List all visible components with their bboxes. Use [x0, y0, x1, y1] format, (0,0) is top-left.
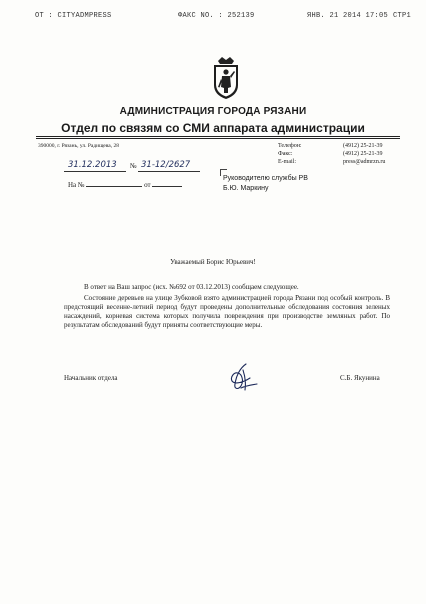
fax-number: ФАКС NO. : 252139 — [178, 12, 255, 20]
organization-title: АДМИНИСТРАЦИЯ ГОРОДА РЯЗАНИ — [119, 106, 307, 117]
fax-transmission-header — [0, 12, 426, 24]
fax-from: OT : CITYADMPRESS — [35, 12, 112, 20]
registration-date: 31.12.2013 — [68, 160, 117, 170]
postal-address: 390000, г. Рязань, ул. Радищева, 28 — [38, 143, 119, 149]
reference-line — [68, 180, 182, 189]
number-underline — [138, 171, 200, 172]
phone-label: Телефон: — [278, 143, 302, 149]
reference-prefix: На № — [68, 181, 85, 189]
coat-of-arms-icon — [212, 57, 240, 99]
reference-from-label: от — [144, 181, 151, 189]
addressee-position: Руководителю службы РВ — [223, 175, 308, 182]
fax-label: Факс: — [278, 151, 293, 157]
addressee-name: Б.Ю. Маркину — [223, 185, 269, 192]
header-rule — [36, 136, 400, 137]
registration-line — [38, 160, 213, 174]
department-title: Отдел по связям со СМИ аппарата администрации — [61, 121, 365, 135]
fax-value: (4912) 25-21-39 — [343, 151, 383, 157]
email-value: press@admrzn.ru — [343, 159, 386, 165]
date-underline — [64, 171, 126, 172]
header-rule-secondary — [36, 138, 400, 139]
reference-number-blank — [86, 180, 142, 187]
signer-name: С.Б. Якунина — [340, 374, 380, 382]
body-paragraph-2: Состояние деревьев на улице Зубковой взято администрацией города Рязани под особый контроль. В предстоящий весенне-летний период будут проведены дополнительные обследования состояния зеленых насаждений, корневая система которых получила повреждения при производстве земляных работ. По результатам обследований будут приняты соответствующие меры. — [64, 294, 390, 329]
reference-date-blank — [152, 180, 182, 187]
body-paragraph-1: В ответ на Ваш запрос (исх. №692 от 03.12.2013) сообщаем следующее. — [84, 283, 299, 291]
signer-title: Начальник отдела — [64, 374, 118, 382]
email-label: E-mail: — [278, 159, 296, 165]
fax-page-number: СТР1 — [393, 12, 412, 20]
phone-value: (4912) 25-21-39 — [343, 143, 383, 149]
registration-number-label: № — [130, 162, 137, 170]
registration-number: 31-12/2627 — [141, 160, 191, 170]
handwritten-signature — [226, 362, 260, 392]
fax-datetime: ЯНВ. 21 2014 17:05 — [307, 12, 389, 20]
salutation: Уважаемый Борис Юрьевич! — [170, 258, 256, 266]
